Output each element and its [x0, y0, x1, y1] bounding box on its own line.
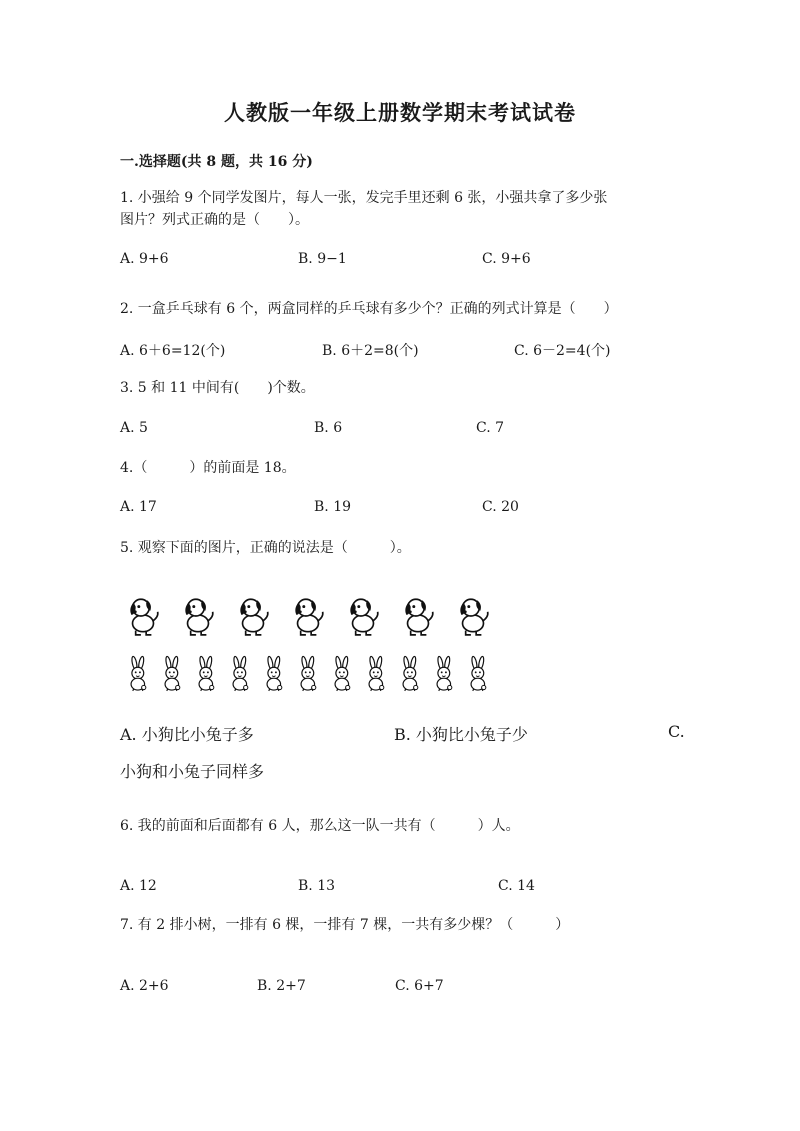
- dog-row: [124, 594, 492, 638]
- question-4-option-b[interactable]: B. 19: [314, 499, 352, 515]
- question-5-stem: 5. 观察下面的图片，正确的说法是（ ）。: [120, 540, 411, 556]
- question-6-option-b[interactable]: B. 13: [298, 878, 336, 894]
- question-1-stem: [120, 187, 680, 231]
- question-1-line-1: 1. 小强给 9 个同学发图片，每人一张，发完手里还剩 6 张，小强共拿了多少张: [120, 190, 608, 206]
- rabbit-icon: [466, 652, 493, 696]
- question-4-stem: 4.（ ）的前面是 18。: [120, 460, 296, 476]
- question-2-stem: 2. 一盒乒乓球有 6 个，两盒同样的乒乓球有多少个？正确的列式计算是（ ）: [120, 301, 618, 317]
- question-6-stem: 6. 我的前面和后面都有 6 人，那么这一队一共有（ ）人。: [120, 818, 520, 834]
- question-5-option-c-text[interactable]: 小狗和小兔子同样多: [120, 762, 265, 781]
- rabbit-icon: [160, 652, 187, 696]
- question-4-option-c[interactable]: C. 20: [482, 499, 519, 515]
- question-4-option-a[interactable]: A. 17: [120, 499, 157, 515]
- question-5-option-b[interactable]: B. 小狗比小兔子少: [394, 725, 528, 744]
- question-3-stem: 3. 5 和 11 中间有( )个数。: [120, 380, 315, 396]
- question-2-option-b[interactable]: B. 6＋2=8(个): [322, 343, 419, 359]
- question-7-option-b[interactable]: B. 2+7: [257, 978, 306, 994]
- question-3-option-b[interactable]: B. 6: [314, 420, 343, 436]
- question-3-option-a[interactable]: A. 5: [120, 420, 148, 436]
- rabbit-icon: [330, 652, 357, 696]
- question-6-option-c[interactable]: C. 14: [498, 878, 535, 894]
- question-2-option-a[interactable]: A. 6＋6=12(个): [120, 343, 226, 359]
- question-5-option-a[interactable]: A. 小狗比小兔子多: [120, 725, 254, 744]
- dog-icon: [344, 594, 382, 638]
- page-title: 人教版一年级上册数学期末考试试卷: [224, 100, 576, 125]
- question-7-option-a[interactable]: A. 2+6: [120, 978, 169, 994]
- dog-icon: [179, 594, 217, 638]
- question-7-option-c[interactable]: C. 6+7: [395, 978, 444, 994]
- rabbit-icon: [126, 652, 153, 696]
- question-5-option-c-letter[interactable]: C.: [668, 722, 685, 741]
- question-1-option-c[interactable]: C. 9+6: [482, 251, 531, 267]
- section-heading: 一.选择题(共 8 题，共 16 分): [120, 154, 313, 170]
- question-1-line-2: 图片？列式正确的是（ ）。: [120, 212, 309, 228]
- rabbit-row: [126, 652, 493, 696]
- question-1-option-b[interactable]: B. 9−1: [298, 251, 347, 267]
- rabbit-icon: [296, 652, 323, 696]
- rabbit-icon: [194, 652, 221, 696]
- question-1-option-a[interactable]: A. 9+6: [120, 251, 169, 267]
- question-3-option-c[interactable]: C. 7: [476, 420, 505, 436]
- rabbit-icon: [364, 652, 391, 696]
- rabbit-icon: [398, 652, 425, 696]
- dog-icon: [454, 594, 492, 638]
- dog-icon: [234, 594, 272, 638]
- question-7-stem: 7. 有 2 排小树，一排有 6 棵，一排有 7 棵，一共有多少棵？（ ）: [120, 917, 570, 933]
- question-2-option-c[interactable]: C. 6－2=4(个): [514, 343, 611, 359]
- dog-icon: [289, 594, 327, 638]
- rabbit-icon: [228, 652, 255, 696]
- question-6-option-a[interactable]: A. 12: [120, 878, 157, 894]
- rabbit-icon: [262, 652, 289, 696]
- dog-icon: [124, 594, 162, 638]
- rabbit-icon: [432, 652, 459, 696]
- dog-icon: [399, 594, 437, 638]
